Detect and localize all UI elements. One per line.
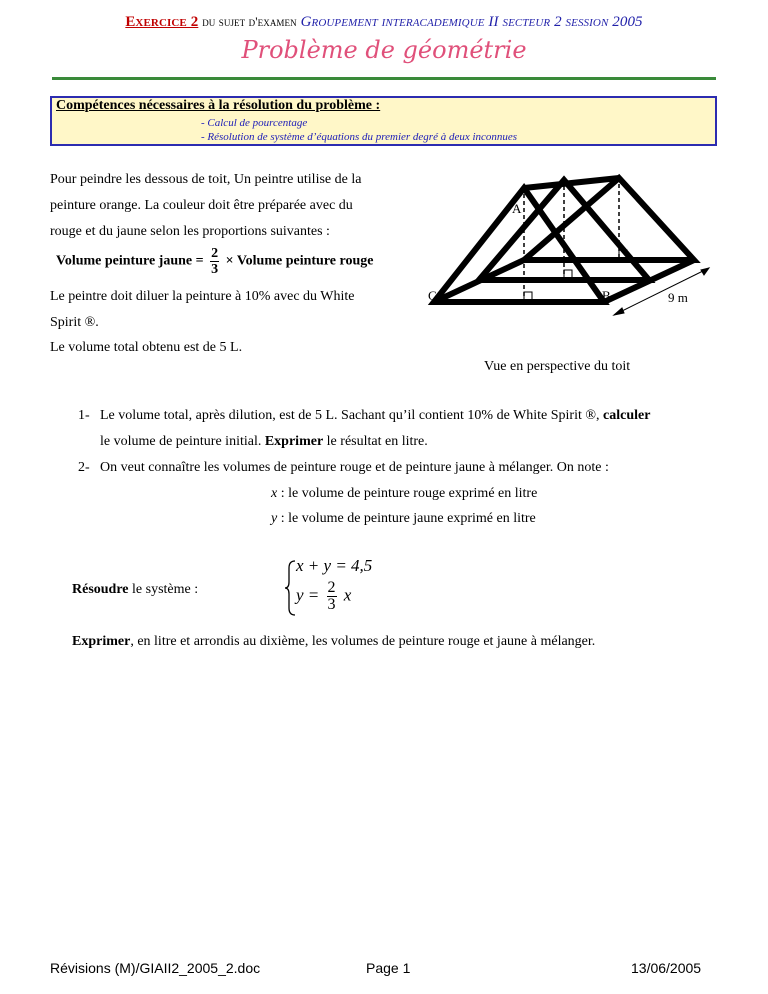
intro-line: Spirit ®.: [50, 315, 99, 330]
solve-instruction: Résoudre le système :: [72, 582, 199, 597]
question-1-line-1: Le volume total, après dilution, est de 5 L. Sachant qu’il contient 10% de White Spirit ®, calculer: [100, 408, 651, 423]
keyword-calculer: calculer: [603, 408, 651, 423]
question-1-line-2: le volume de peinture initial. Exprimer le résultat en litre.: [100, 434, 428, 449]
title-divider: [52, 77, 716, 80]
figure-caption: Vue en perspective du toit: [484, 359, 631, 374]
competence-item: - Résolution de système d’équations du premier degré à deux inconnues: [201, 131, 518, 143]
intro-line: Pour peindre les dessous de toit, Un peintre utilise de la: [50, 172, 362, 187]
dimension-label: 9 m: [668, 290, 688, 305]
formula-left: Volume peinture jaune =: [56, 253, 204, 269]
system-equation-2: y = $\frac{2}{3}$ x: [296, 579, 352, 613]
fraction-numerator: 2: [211, 246, 219, 261]
express-instruction: Exprimer, en litre et arrondis au dixième, les volumes de peinture rouge et jaune à mélanger.: [72, 634, 596, 649]
intro-line: rouge et du jaune selon les proportions suivantes :: [50, 224, 330, 239]
equation-fraction: $\frac{2}{3}$: [327, 579, 336, 613]
question-2-text: On veut connaître les volumes de peinture rouge et de peinture jaune à mélanger. On note :: [100, 460, 609, 475]
variable-y: y: [271, 511, 278, 526]
header-group: Groupement interacademique II secteur 2 session 2005: [300, 14, 643, 30]
variable-x: x: [271, 486, 278, 501]
roof-truss-back: [524, 178, 694, 260]
variable-y-definition: y : le volume de peinture jaune exprimé en litre: [271, 511, 536, 526]
formula-fraction: [210, 246, 219, 277]
variable-x-definition: x : le volume de peinture rouge exprimé en litre: [271, 486, 538, 501]
intro-line: Le peintre doit diluer la peinture à 10% avec du White: [50, 289, 355, 304]
page-title: Problème de géométrie: [241, 36, 527, 64]
fraction-denominator: 3: [211, 262, 219, 277]
label-c: C: [428, 288, 437, 303]
intro-line: peinture orange. La couleur doit être préparée avec du: [50, 198, 353, 213]
label-a: A: [512, 201, 522, 216]
roof-perspective-figure: [414, 170, 724, 320]
proportion-formula: [56, 246, 373, 277]
header-middle: du sujet d'examen: [202, 14, 297, 29]
right-angle-marker: [564, 270, 572, 278]
document-header: [0, 14, 768, 31]
footer-date: 13/06/2005: [631, 960, 702, 976]
exercise-label: Exercice 2: [125, 14, 199, 30]
competences-title: Compétences nécessaires à la résolution du problème :: [56, 98, 381, 113]
right-angle-marker: [524, 292, 532, 300]
competence-item: - Calcul de pourcentage: [201, 117, 308, 129]
label-b: B: [602, 288, 611, 303]
system-brace: [284, 560, 296, 616]
keyword-resoudre: Résoudre: [72, 582, 129, 597]
question-number: 1-: [78, 408, 90, 423]
intro-line: Le volume total obtenu est de 5 L.: [50, 340, 243, 355]
footer-filename: Révisions (M)/GIAII2_2005_2.doc: [50, 960, 261, 976]
system-equation-1: x + y = 4,5: [296, 556, 373, 575]
question-number: 2-: [78, 460, 90, 475]
keyword-exprimer: Exprimer: [264, 434, 324, 449]
formula-right: × Volume peinture rouge: [225, 253, 374, 269]
footer-page: Page 1: [366, 960, 411, 976]
keyword-exprimer-2: Exprimer: [72, 634, 131, 649]
